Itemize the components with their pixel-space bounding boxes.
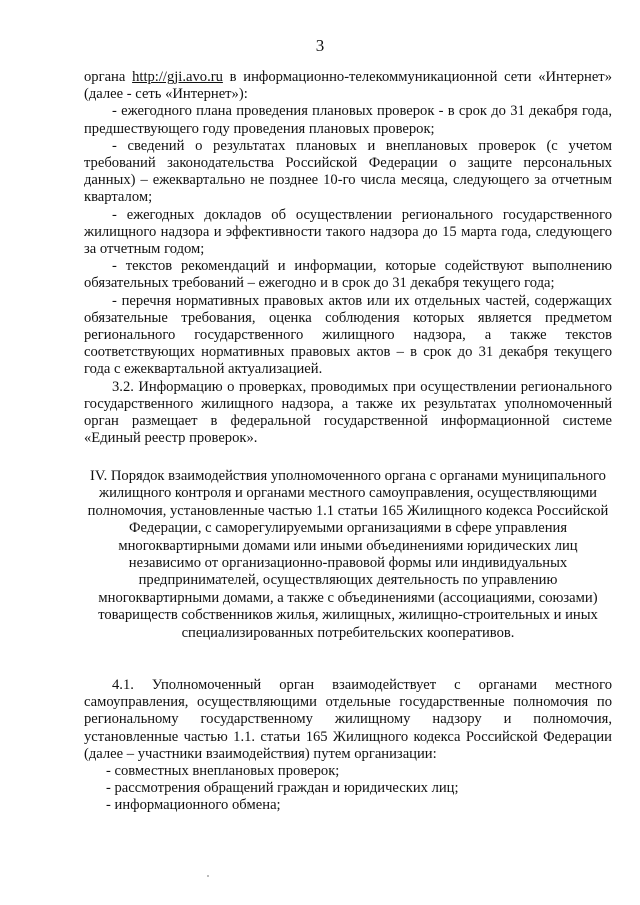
scan-artifact <box>207 875 209 877</box>
list-item: - сведений о результатах плановых и внеплановых проверок (с учетом требований законодательства Российской Федерации о защите персональных данных) – ежеквартально не позднее 10-го числа месяца, следующего за отчетным кварталом; <box>84 137 612 206</box>
list-item: - совместных внеплановых проверок; <box>106 763 340 780</box>
section-heading: IV. Порядок взаимодействия уполномоченного органа с органами муниципального жилищного контроля и органами местного самоуправления, осуществляющими полномочия, установленные частью 1.1 статьи 165 Жилищного кодекса Российской Федерации, с саморегулируемыми организациями в сфере управления многоквартирными домами или иными объединениями юридических лиц независимо от организационно-правовой формы или индивидуальных предпринимателей, осуществляющих деятельность по управлению многоквартирными домами, а также с объединениями (ассоциациями, союзами) товариществ собственников жилья, жилищных, жилищно-строительных и иных специализированных потребительских кооперативов. <box>87 468 609 641</box>
paragraph-3-2: 3.2. Информацию о проверках, проводимых при осуществлении регионального государственного жилищного надзора, а также их результатах уполномоченный орган размещает в федеральной государственной информационной системе «Единый реестр проверок». <box>84 378 612 447</box>
paragraph-4-1: 4.1. Уполномоченный орган взаимодействует с органами местного самоуправления, осуществляющими отдельные государственные полномочия по региональному государственному жилищному надзору и полномочия, установленные частью 1.1. статьи 165 Жилищного кодекса Российской Федерации (далее – участники взаимодействия) путем организации: <box>84 677 612 762</box>
section-3-body <box>84 69 612 447</box>
list-item: - ежегодных докладов об осуществлении регионального государственного жилищного надзора и эффективности такого надзора до 15 марта года, следующего за отчетным годом; <box>84 206 612 258</box>
intro-text-after: в информационно-телекоммуникационной сети «Интернет» (далее - сеть «Интернет»): <box>84 69 612 103</box>
intro-paragraph <box>84 69 612 103</box>
list-item: - перечня нормативных правовых актов или их отдельных частей, содержащих обязательные требования, оценка соблюдения которых является предметом регионального государственного жилищного надзора, а также текстов соответствующих нормативных правовых актов – в срок до 31 декабря текущего года с ежеквартальной актуализацией. <box>84 292 612 378</box>
list-item: - ежегодного плана проведения плановых проверок - в срок до 31 декабря года, предшествующего году проведения плановых проверок; <box>84 103 612 137</box>
list-item: - рассмотрения обращений граждан и юридических лиц; <box>106 780 459 797</box>
list-item: - текстов рекомендаций и информации, которые содействуют выполнению обязательных требований – ежегодно и в срок до 31 декабря текущего года; <box>84 258 612 292</box>
intro-text-before: органа <box>84 69 133 85</box>
list-item: - информационного обмена; <box>106 797 281 814</box>
gji-link[interactable]: http://gji.avo.ru <box>132 69 223 85</box>
section-4-body <box>84 677 612 815</box>
page-number: 3 <box>315 36 325 55</box>
